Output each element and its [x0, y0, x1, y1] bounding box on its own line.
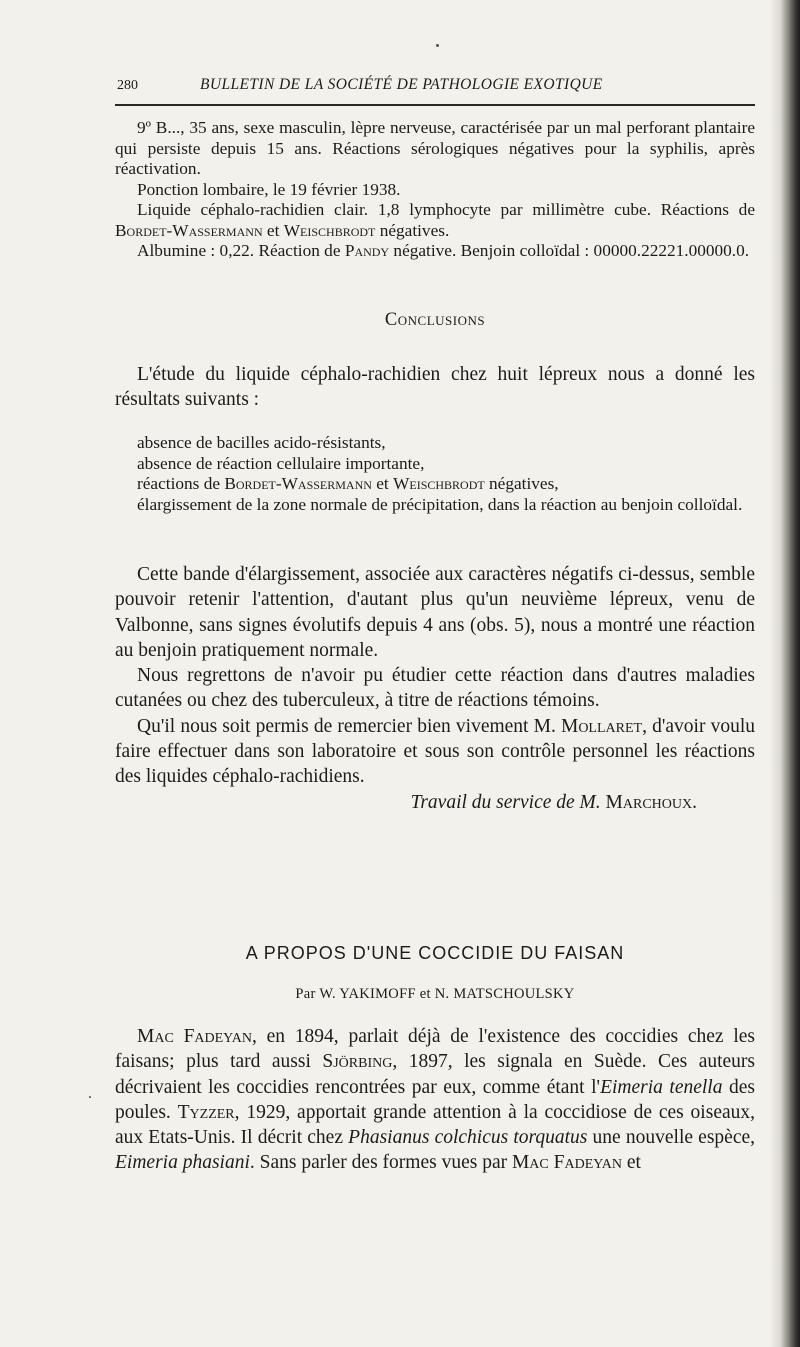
signature-line: Travail du service de M. Marchoux. [410, 791, 697, 813]
article-body [115, 1024, 755, 1176]
conclusions-heading: Conclusions [384, 310, 486, 330]
conclusions-body [115, 562, 755, 815]
author-name: Bordet-Wassermann [224, 474, 372, 493]
page-header [115, 76, 755, 100]
list-item: absence de réaction cellulaire importante, [137, 453, 425, 473]
conclusions-list [115, 433, 755, 515]
author-name: Pandy [344, 241, 390, 260]
case-9-puncture: Ponction lombaire, le 19 février 1938. [137, 179, 401, 199]
species-name: Eimeria tenella [600, 1076, 723, 1098]
author-name: Tyzzer [177, 1101, 235, 1123]
species-name: Eimeria phasiani [115, 1152, 250, 1174]
paragraph: Mac Fadeyan, en 1894, parlait déjà de l'existence des coccidies chez les faisans; plus tard aussi Sjörbing, 1897, les signala en Suède. Ces auteurs décrivaient les coccidies rencontrées par eux, comme étant l'Eimeria tenella des poules. Tyzzer, 1929, apportait grande attention à la coccidiose de ces oiseaux, aux Etats-Unis. Il décrit chez Phasianus colchicus torquatus une nouvelle espèce, Eimeria phasiani. Sans parler des formes vues par Mac Fadeyan et [115, 1026, 756, 1174]
article-authors: Par W. YAKIMOFF et N. MATSCHOULSKY [295, 986, 575, 1002]
paragraph: Cette bande d'élargissement, associée aux caractères négatifs ci-dessus, semble pouvoir retenir l'attention, d'autant plus qu'un neuvième lépreux, venu de Valbonne, sans signes évolutifs depuis 4 ans (obs. 5), nous a montré une réaction au benjoin pratiquement normale. [115, 564, 755, 661]
list-item: absence de bacilles acido-résistants, [137, 433, 386, 452]
author-name: Mac Fadeyan [137, 1026, 252, 1047]
case-9-csf: Liquide céphalo-rachidien clair. 1,8 lymphocyte par millimètre cube. Réactions de Bordet-Wassermann et Weischbrodt négatives. [115, 200, 755, 240]
list-item: élargissement de la zone normale de précipitation, dans la réaction au benjoin colloïdal. [137, 494, 743, 514]
paragraph: Qu'il nous soit permis de remercier bien vivement M. Mollaret, d'avoir voulu faire effectuer dans son laboratoire et sous son contrôle personnel les réactions des liquides céphalo-rachidiens. [115, 715, 755, 788]
author-name: Mollaret [560, 715, 643, 737]
species-name: Phasianus colchicus torquatus [348, 1127, 588, 1149]
running-title: BULLETIN DE LA SOCIÉTÉ DE PATHOLOGIE EXOTIQUE [200, 76, 603, 93]
case-9-albumin: Albumine : 0,22. Réaction de Pandy négative. Benjoin colloïdal : 00000.22221.00000.0. [137, 241, 750, 260]
author-name: Bordet-Wassermann [115, 220, 263, 240]
article-title: A PROPOS D'UNE COCCIDIE DU FAISAN [245, 943, 625, 963]
list-item: réactions de Bordet-Wassermann et Weischbrodt négatives, [137, 474, 559, 493]
author-name: Weischbrodt [393, 474, 485, 493]
header-rule [115, 104, 755, 106]
author-name: Weischbrodt [283, 220, 376, 240]
author-name: Sjörbing [322, 1051, 393, 1073]
author-name: Marchoux [605, 791, 693, 813]
case-9-description: 9º B..., 35 ans, sexe masculin, lèpre nerveuse, caractérisée par un mal perforant plantaire qui persiste depuis 15 ans. Réactions sérologiques négatives pour la syphilis, après réactivation. [115, 118, 755, 178]
paragraph: Nous regrettons de n'avoir pu étudier cette réaction dans d'autres maladies cutanées ou chez des tuberculeux, à titre de réactions témoins. [115, 665, 755, 712]
page-number: 280 [117, 78, 138, 93]
ink-speck [436, 44, 439, 47]
case-9-block [115, 118, 755, 262]
conclusions-intro-block [115, 362, 755, 413]
conclusions-intro: L'étude du liquide céphalo-rachidien chez huit lépreux nous a donné les résultats suivants : [115, 364, 755, 411]
page-gutter-shadow [770, 0, 800, 1347]
margin-mark: . [88, 1085, 92, 1102]
author-name: Mac Fadeyan [511, 1152, 623, 1174]
